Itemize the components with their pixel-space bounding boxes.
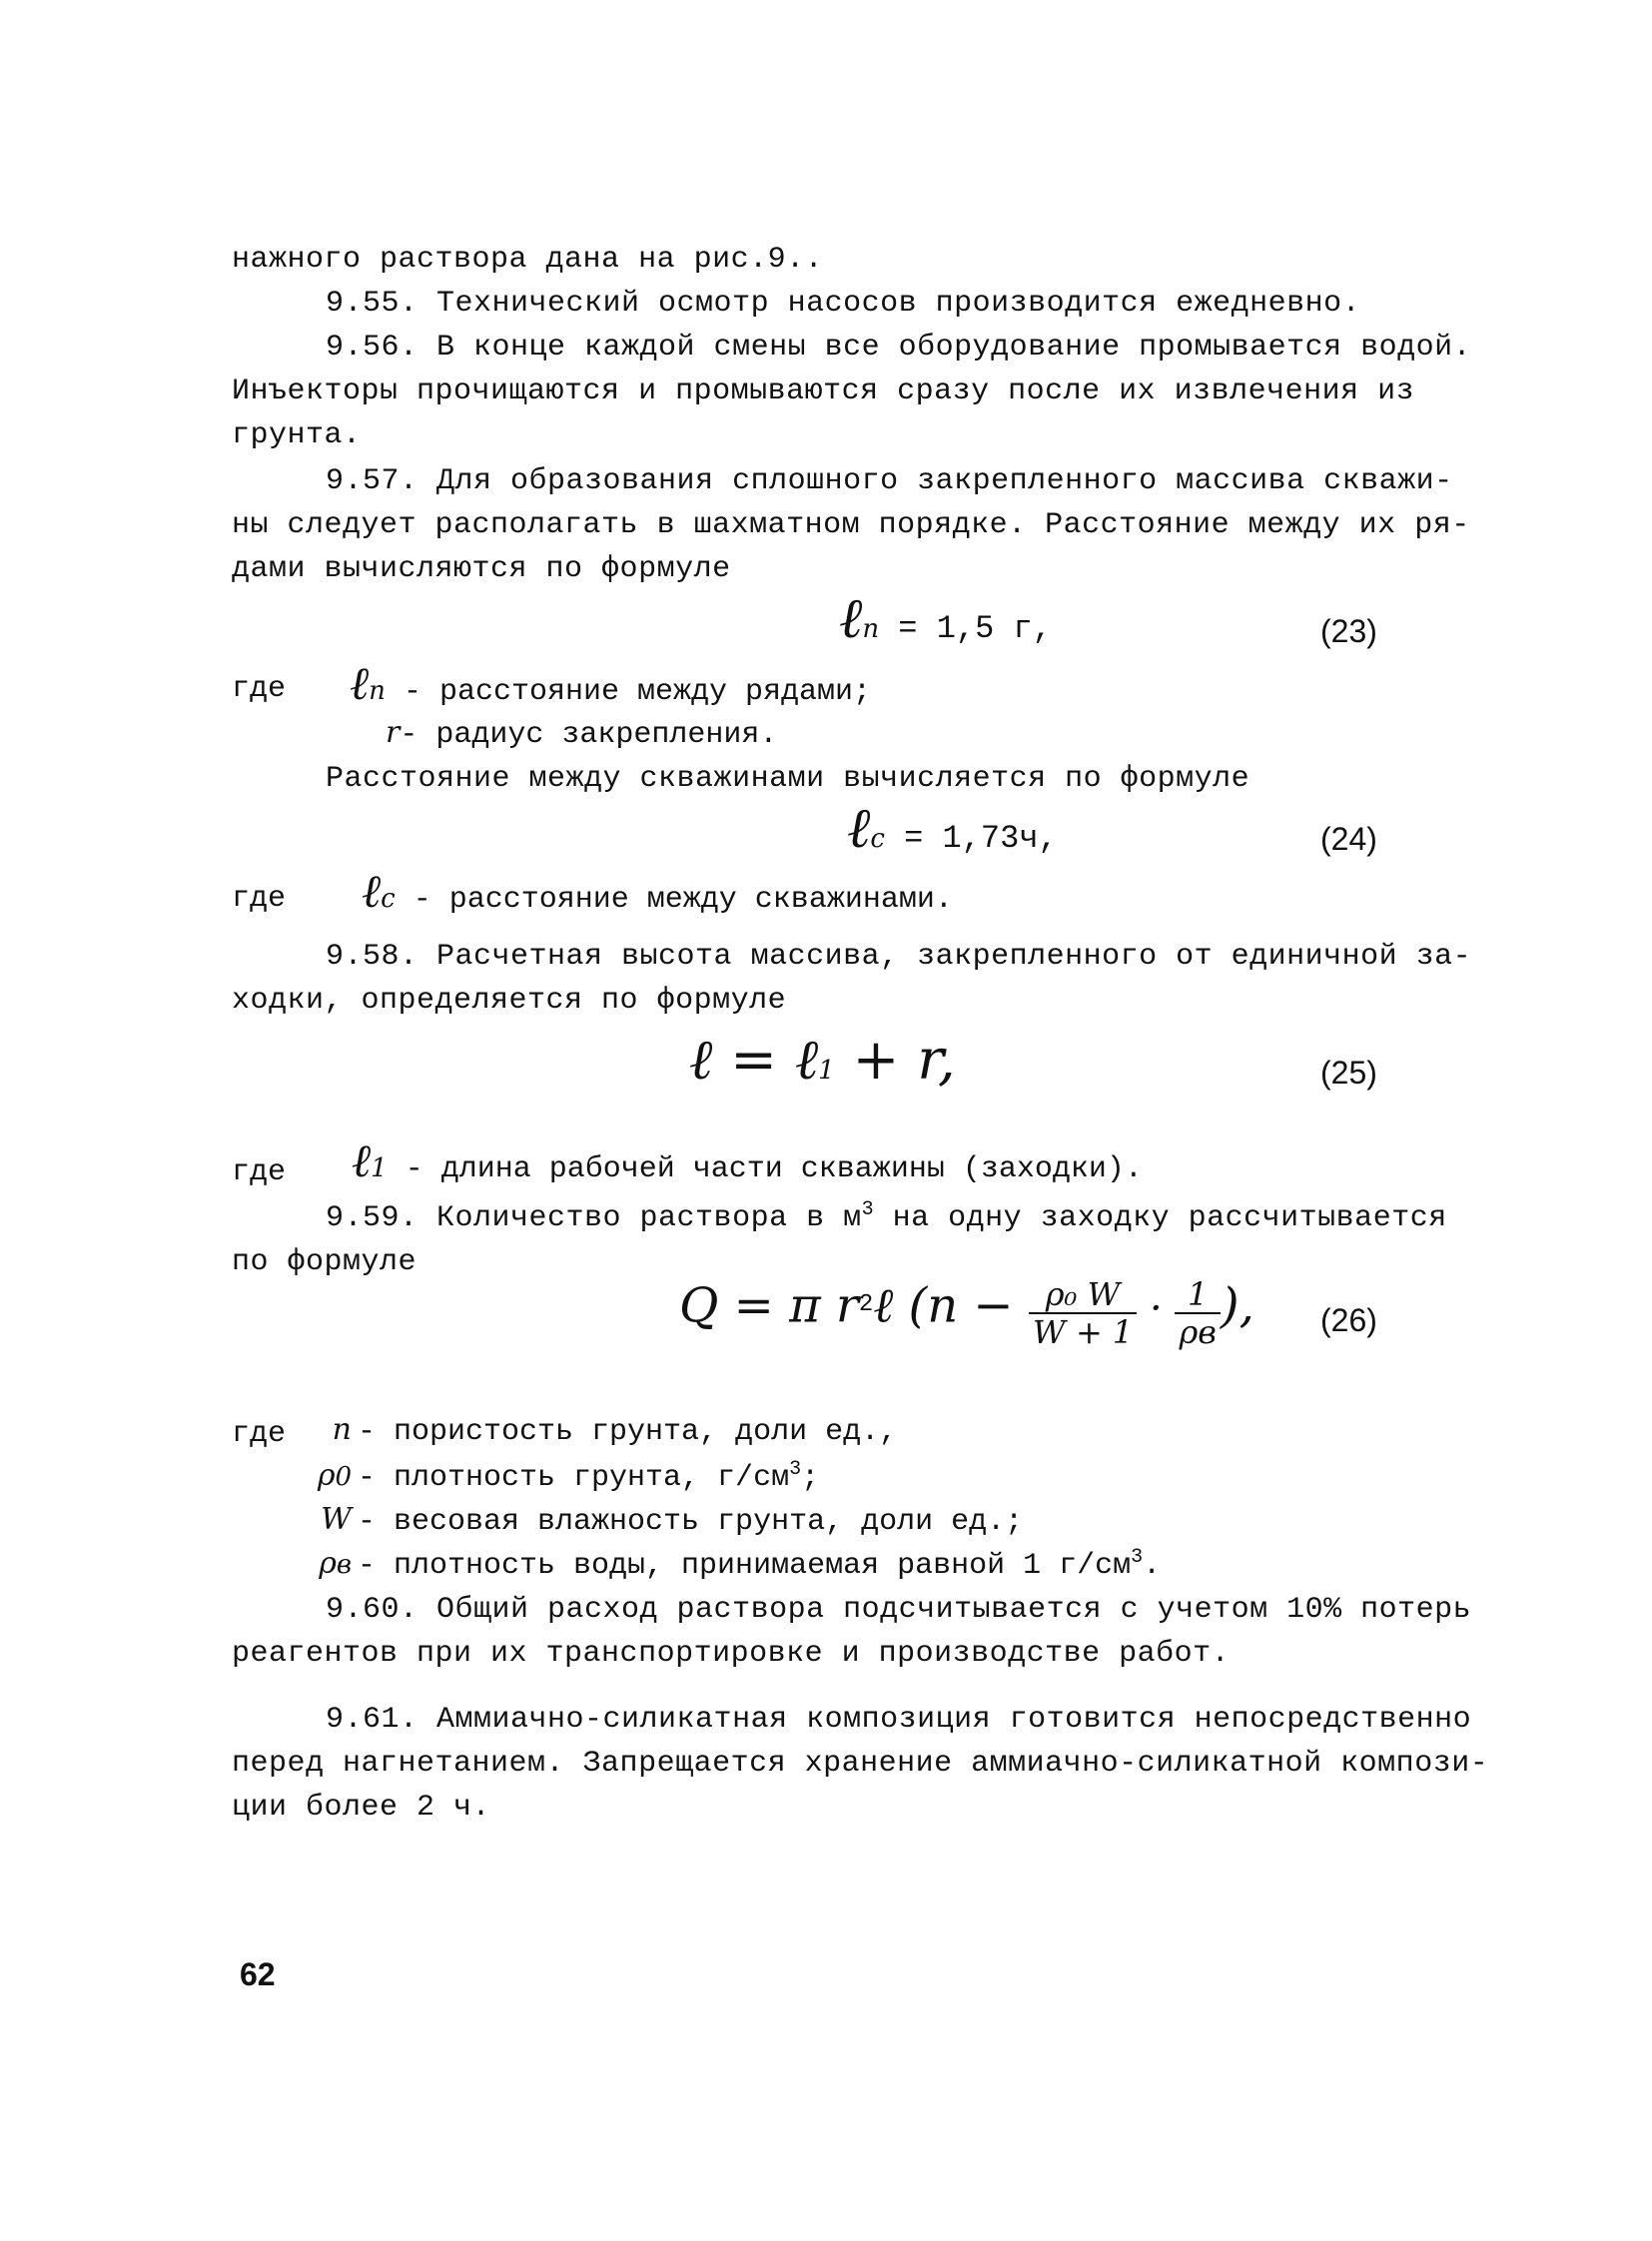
paragraph-9-58: 9.58. Расчетная высота массива, закрепленного от единичной за- [326,940,1472,974]
paragraph-9-56: 9.56. В конце каждой смены все оборудование промывается водой. [326,331,1472,365]
definition-subscript: в [336,1550,352,1580]
formula-superscript: 2 [858,1290,874,1318]
superscript: 3 [861,1198,875,1221]
definition-n [270,1408,897,1454]
definition-lc [362,864,953,922]
definition-symbol-group [270,1542,352,1587]
text-line: по формуле [232,1245,417,1279]
formula-mid: ℓ (n − [873,1277,1029,1334]
definition-rhov [270,1542,1161,1588]
definition-text: - пористость грунта, доли ед., [358,1415,898,1449]
fraction-numerator: 1 [1175,1276,1220,1314]
definition-tail: . [1143,1549,1162,1583]
definition-symbol: ρ [319,1546,337,1581]
formula-symbol: ℓ [847,796,871,861]
definition-w [270,1498,1023,1544]
paragraph-9-59 [326,1196,1447,1240]
definition-text: - весовая влажность грунта, доли ед.; [358,1505,1024,1539]
text-line: реагентов при их транспортировке и производстве работ. [232,1637,1231,1671]
definition-text: - расстояние между рядами; [403,675,872,709]
definition-l1 [352,1133,1143,1191]
formula-rest: + r, [834,1028,956,1093]
formula-dot: · [1137,1285,1176,1332]
definition-tail: ; [801,1461,820,1495]
text-line: Расстояние между скважинами вычисляется по формуле [326,762,1250,796]
superscript: 3 [1131,1546,1144,1569]
fraction-density [1029,1276,1137,1350]
text-line: ции более 2 ч. [232,1791,491,1825]
fraction-water [1175,1276,1220,1350]
formula-rhs: = 1,5 г, [879,610,1052,647]
definition-ln [350,656,872,714]
where-label: где [232,1155,287,1189]
definition-symbol: r [386,715,401,750]
fraction-numerator: ρ₀ W [1029,1276,1137,1314]
text-line: Инъекторы прочищаются и промываются сразу после их извлечения из [232,374,1415,408]
definition-text: - радиус закрепления. [400,718,778,752]
text-line: ходки, определяется по формуле [232,984,787,1018]
definition-text: - плотность грунта, г/см [358,1461,790,1495]
text-line: перед нагнетанием. Запрещается хранение аммиачно-силикатной компози- [232,1747,1489,1781]
formula-subscript: 1 [818,1056,835,1086]
definition-text: - плотность воды, принимаемая равной 1 г/см [358,1549,1132,1583]
formula-subscript: c [870,824,885,854]
text-segment: 9.59. Количество раствора в м [326,1201,862,1235]
text-line: дами вычисляются по формуле [232,552,731,586]
definition-symbol: W [321,1502,352,1537]
fraction-denominator: ρв [1179,1313,1217,1351]
definition-subscript: 1 [371,1153,388,1183]
definition-symbol: n [332,1412,352,1447]
formula-subscript: n [862,614,880,644]
definition-text: - расстояние между скважинами. [413,883,953,917]
definition-symbol: ℓ [362,864,382,918]
formula-24 [847,796,1058,861]
formula-23 [839,586,1052,651]
definition-symbol-group [270,1454,352,1499]
definition-symbol: ρ [317,1458,336,1493]
formula-26 [679,1276,1254,1350]
paragraph-9-57: 9.57. Для образования сплошного закрепленного массива скважи- [326,464,1453,498]
page-number: 62 [240,1956,276,1992]
where-label: где [232,882,287,916]
paragraph-9-61: 9.61. Аммиачно-силикатная композиция готовится непосредственно [326,1703,1472,1737]
formula-lhs: Q = π r [679,1277,859,1334]
definition-subscript: 0 [335,1462,352,1492]
equation-number-23: (23) [1320,613,1377,649]
formula-symbol: ℓ [839,586,863,651]
formula-25 [689,1028,956,1093]
equation-number-26: (26) [1320,1302,1377,1338]
definition-subscript: n [369,676,386,706]
text-line: ны следует располагать в шахматном порядке. Расстояние между их ря- [232,508,1470,542]
definition-r [386,711,777,757]
text-line: грунта. [232,418,362,452]
definition-rho0 [270,1454,819,1500]
paragraph-9-60: 9.60. Общий расход раствора подсчитывается с учетом 10% потерь [326,1593,1472,1627]
definition-symbol: ℓ [352,1133,372,1187]
formula-expression: ℓ = ℓ [689,1028,819,1093]
where-label: где [232,1417,287,1451]
text-segment: на одну заходку рассчитывается [874,1201,1447,1235]
where-label: где [232,672,287,706]
superscript: 3 [789,1458,802,1481]
definition-subscript: c [381,884,396,914]
equation-number-25: (25) [1320,1055,1377,1091]
formula-end: ), [1220,1277,1254,1334]
text-line: нажного раствора дана на рис.9.. [232,243,824,277]
formula-rhs: = 1,73ч, [884,820,1058,857]
equation-number-24: (24) [1320,821,1377,857]
definition-symbol: ℓ [350,656,370,710]
fraction-denominator: W + 1 [1032,1313,1134,1351]
definition-text: - длина рабочей части скважины (заходки). [405,1152,1143,1186]
paragraph-9-55: 9.55. Технический осмотр насосов производится ежедневно. [326,287,1361,321]
